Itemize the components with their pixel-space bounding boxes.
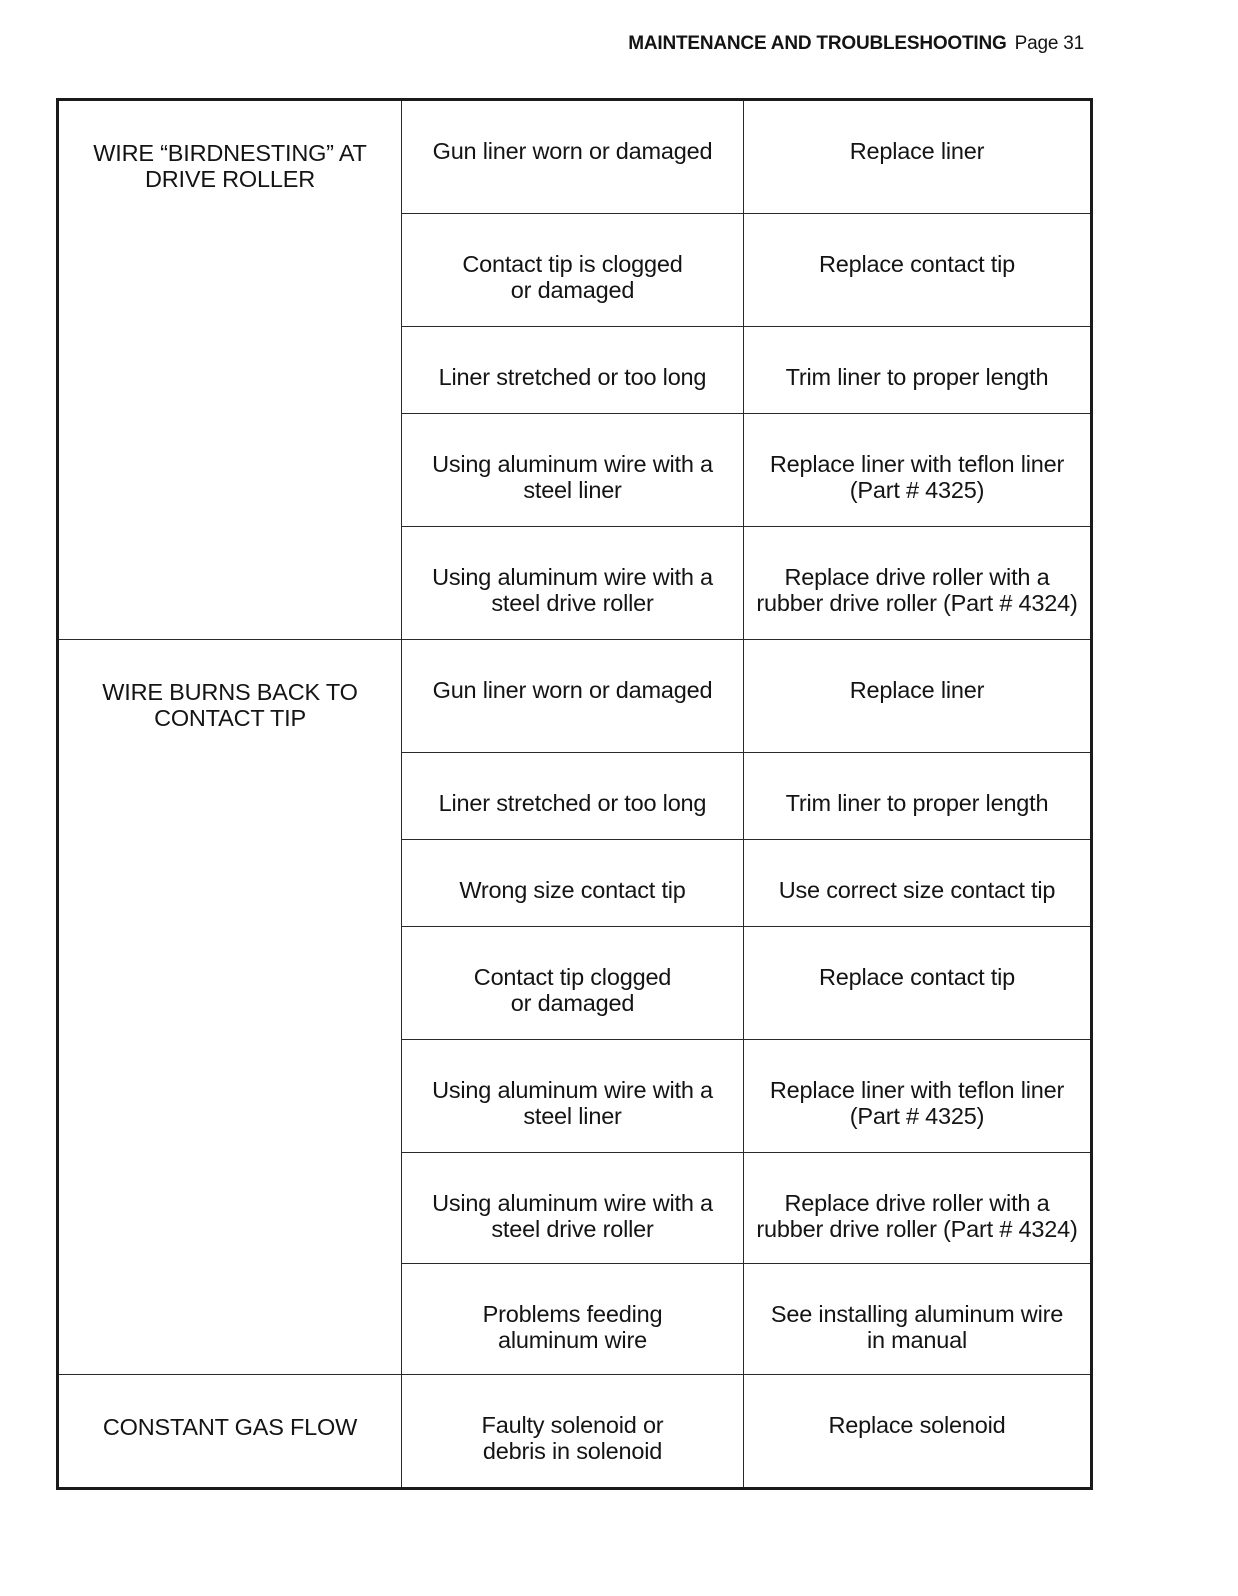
cause-cell: Using aluminum wire with a steel liner (402, 414, 744, 527)
remedy-cell: Replace liner (744, 100, 1092, 214)
remedy-cell: Replace drive roller with a rubber drive roller (Part # 4324) (744, 1153, 1092, 1264)
cause-cell: Gun liner worn or damaged (402, 640, 744, 753)
remedy-cell: Replace liner with teflon liner (Part # 4325) (744, 414, 1092, 527)
remedy-cell: Replace contact tip (744, 927, 1092, 1040)
cause-cell: Gun liner worn or damaged (402, 100, 744, 214)
cause-cell: Contact tip clogged or damaged (402, 927, 744, 1040)
cause-cell: Using aluminum wire with a steel liner (402, 1040, 744, 1153)
remedy-cell: Replace drive roller with a rubber drive roller (Part # 4324) (744, 527, 1092, 640)
remedy-cell: Trim liner to proper length (744, 327, 1092, 414)
cause-cell: Contact tip is clogged or damaged (402, 214, 744, 327)
problem-cell: WIRE “BIRDNESTING” AT DRIVE ROLLER (58, 100, 402, 640)
remedy-cell: Replace contact tip (744, 214, 1092, 327)
remedy-cell: Replace liner with teflon liner (Part # 4325) (744, 1040, 1092, 1153)
troubleshooting-table (56, 98, 1093, 1490)
table-row (58, 100, 1092, 214)
page-header (0, 33, 1084, 55)
remedy-cell: Replace solenoid (744, 1375, 1092, 1489)
remedy-cell: Replace liner (744, 640, 1092, 753)
cause-cell: Liner stretched or too long (402, 327, 744, 414)
section-title: MAINTENANCE AND TROUBLESHOOTING (628, 33, 1007, 54)
cause-cell: Liner stretched or too long (402, 753, 744, 840)
table-row (58, 640, 1092, 753)
table-row (58, 1375, 1092, 1489)
cause-cell: Using aluminum wire with a steel drive roller (402, 527, 744, 640)
problem-cell: CONSTANT GAS FLOW (58, 1375, 402, 1489)
remedy-cell: See installing aluminum wire in manual (744, 1264, 1092, 1375)
remedy-cell: Use correct size contact tip (744, 840, 1092, 927)
cause-cell: Using aluminum wire with a steel drive roller (402, 1153, 744, 1264)
problem-cell: WIRE BURNS BACK TO CONTACT TIP (58, 640, 402, 1375)
cause-cell: Faulty solenoid or debris in solenoid (402, 1375, 744, 1489)
remedy-cell: Trim liner to proper length (744, 753, 1092, 840)
cause-cell: Problems feeding aluminum wire (402, 1264, 744, 1375)
page-number: Page 31 (1014, 33, 1084, 54)
cause-cell: Wrong size contact tip (402, 840, 744, 927)
